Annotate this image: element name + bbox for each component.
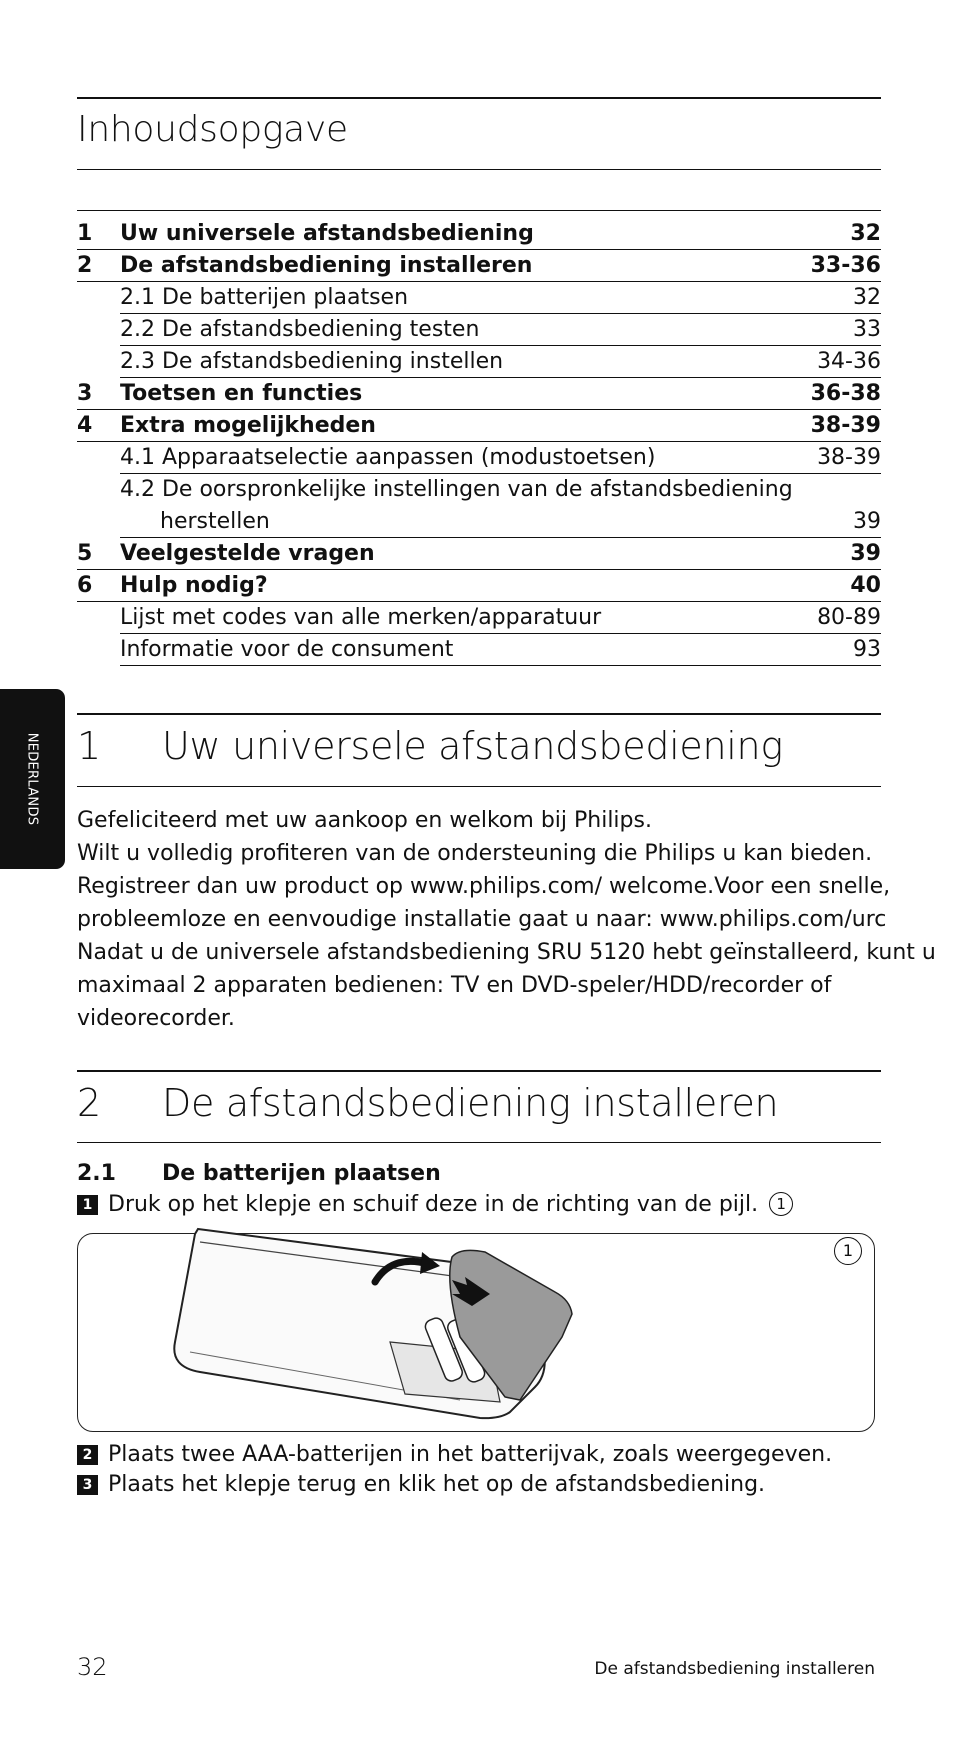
step-badge: 2 [77,1445,98,1465]
toc-row-page: 38-39 [817,445,881,470]
toc-row[interactable] [77,378,881,410]
step-3 [77,1470,765,1500]
toc-row[interactable] [77,474,881,506]
toc-row-number: 4 [77,413,93,438]
step-1 [77,1190,793,1220]
step-text: Plaats het klepje terug en klik het op de afstandsbediening. [108,1472,766,1497]
step-text: Druk op het klepje en schuif deze in de richting van de pijl. [108,1192,759,1217]
toc-row-title: Hulp nodig? [120,573,268,598]
toc-row[interactable] [77,538,881,570]
toc-heading-rule [77,169,881,170]
toc-row-title: De afstandsbediening installeren [120,253,533,278]
subsection-number: 2.1 [77,1161,116,1186]
toc-row[interactable] [77,442,881,474]
body-line: probleemloze en eenvoudige installatie gaat u naar: www.philips.com/urc [77,907,887,932]
toc-row[interactable] [77,218,881,250]
toc-row-page: 34-36 [817,349,881,374]
toc-row-page: 36-38 [810,381,881,406]
toc-row-number: 5 [77,541,93,566]
toc-row[interactable] [77,506,881,538]
toc-row[interactable] [77,282,881,314]
toc-row-page: 93 [853,637,881,662]
toc-row-rule [120,665,881,666]
figure-callout-number: 1 [834,1237,862,1265]
section2-top-rule [77,1070,881,1072]
toc-row-title: Extra mogelijkheden [120,413,376,438]
toc-row-title: 4.2 De oorspronkelijke instellingen van de afstandsbediening [120,477,793,502]
toc-row-title: Informatie voor de consument [120,637,454,662]
step-text: Plaats twee AAA-batterijen in het batterijvak, zoals weergegeven. [108,1442,833,1467]
remote-battery-illustration [160,1222,600,1422]
toc-row[interactable] [77,634,881,666]
section2-number: 2 [77,1081,102,1125]
toc-heading: Inhoudsopgave [77,109,348,150]
toc-row-page: 38-39 [810,413,881,438]
toc-row-title: herstellen [160,509,270,534]
toc-row-title: Veelgestelde vragen [120,541,375,566]
section2-heading-rule [77,1142,881,1143]
toc-row[interactable] [77,602,881,634]
toc-row-title: 2.2 De afstandsbediening testen [120,317,480,342]
toc-row-number: 1 [77,221,93,246]
toc-row-title: Lijst met codes van alle merken/apparatuur [120,605,602,630]
subsection-heading: De batterijen plaatsen [162,1161,441,1186]
toc-row-page: 39 [850,541,881,566]
top-rule [77,97,881,99]
body-line: Registreer dan uw product op www.philips.com/ welcome.Voor een snelle, [77,874,891,899]
toc-row-page: 33 [853,317,881,342]
step-2 [77,1440,832,1470]
language-side-tab-label: NEDERLANDS [24,732,40,826]
section2-heading: De afstandsbediening installeren [162,1081,779,1125]
body-line: Wilt u volledig profiteren van de ondersteuning die Philips u kan bieden. [77,841,873,866]
body-line: Nadat u de universele afstandsbediening SRU 5120 hebt geïnstalleerd, kunt u [77,940,936,965]
toc-row-page: 32 [853,285,881,310]
section1-heading-rule [77,786,881,787]
toc-row-page: 33-36 [810,253,881,278]
toc-top-rule [77,210,881,211]
toc-row[interactable] [77,570,881,602]
toc-row[interactable] [77,250,881,282]
body-line: videorecorder. [77,1006,235,1031]
section1-top-rule [77,713,881,715]
toc-row-number: 2 [77,253,93,278]
running-footer-title: De afstandsbediening installeren [594,1659,875,1679]
page-number: 32 [77,1653,108,1681]
toc-row[interactable] [77,410,881,442]
step-badge: 1 [77,1195,98,1215]
toc-row-title: 2.1 De batterijen plaatsen [120,285,409,310]
toc-row-page: 80-89 [817,605,881,630]
figure-reference: 1 [769,1192,793,1216]
section1-number: 1 [77,724,102,768]
toc-row-page: 39 [853,509,881,534]
body-line: maximaal 2 apparaten bedienen: TV en DVD-speler/HDD/recorder of [77,973,832,998]
toc-row[interactable] [77,314,881,346]
toc-row-number: 6 [77,573,93,598]
table-of-contents [77,218,881,666]
toc-row-title: 2.3 De afstandsbediening instellen [120,349,504,374]
toc-row-number: 3 [77,381,93,406]
toc-row-page: 32 [850,221,881,246]
toc-row-title: Uw universele afstandsbediening [120,221,534,246]
toc-row-page: 40 [850,573,881,598]
toc-row-title: 4.1 Apparaatselectie aanpassen (modustoetsen) [120,445,656,470]
step-badge: 3 [77,1475,98,1495]
section1-body [77,804,936,1035]
toc-row-title: Toetsen en functies [120,381,363,406]
toc-row[interactable] [77,346,881,378]
section1-heading: Uw universele afstandsbediening [162,724,783,768]
body-line: Gefeliciteerd met uw aankoop en welkom bij Philips. [77,808,652,833]
